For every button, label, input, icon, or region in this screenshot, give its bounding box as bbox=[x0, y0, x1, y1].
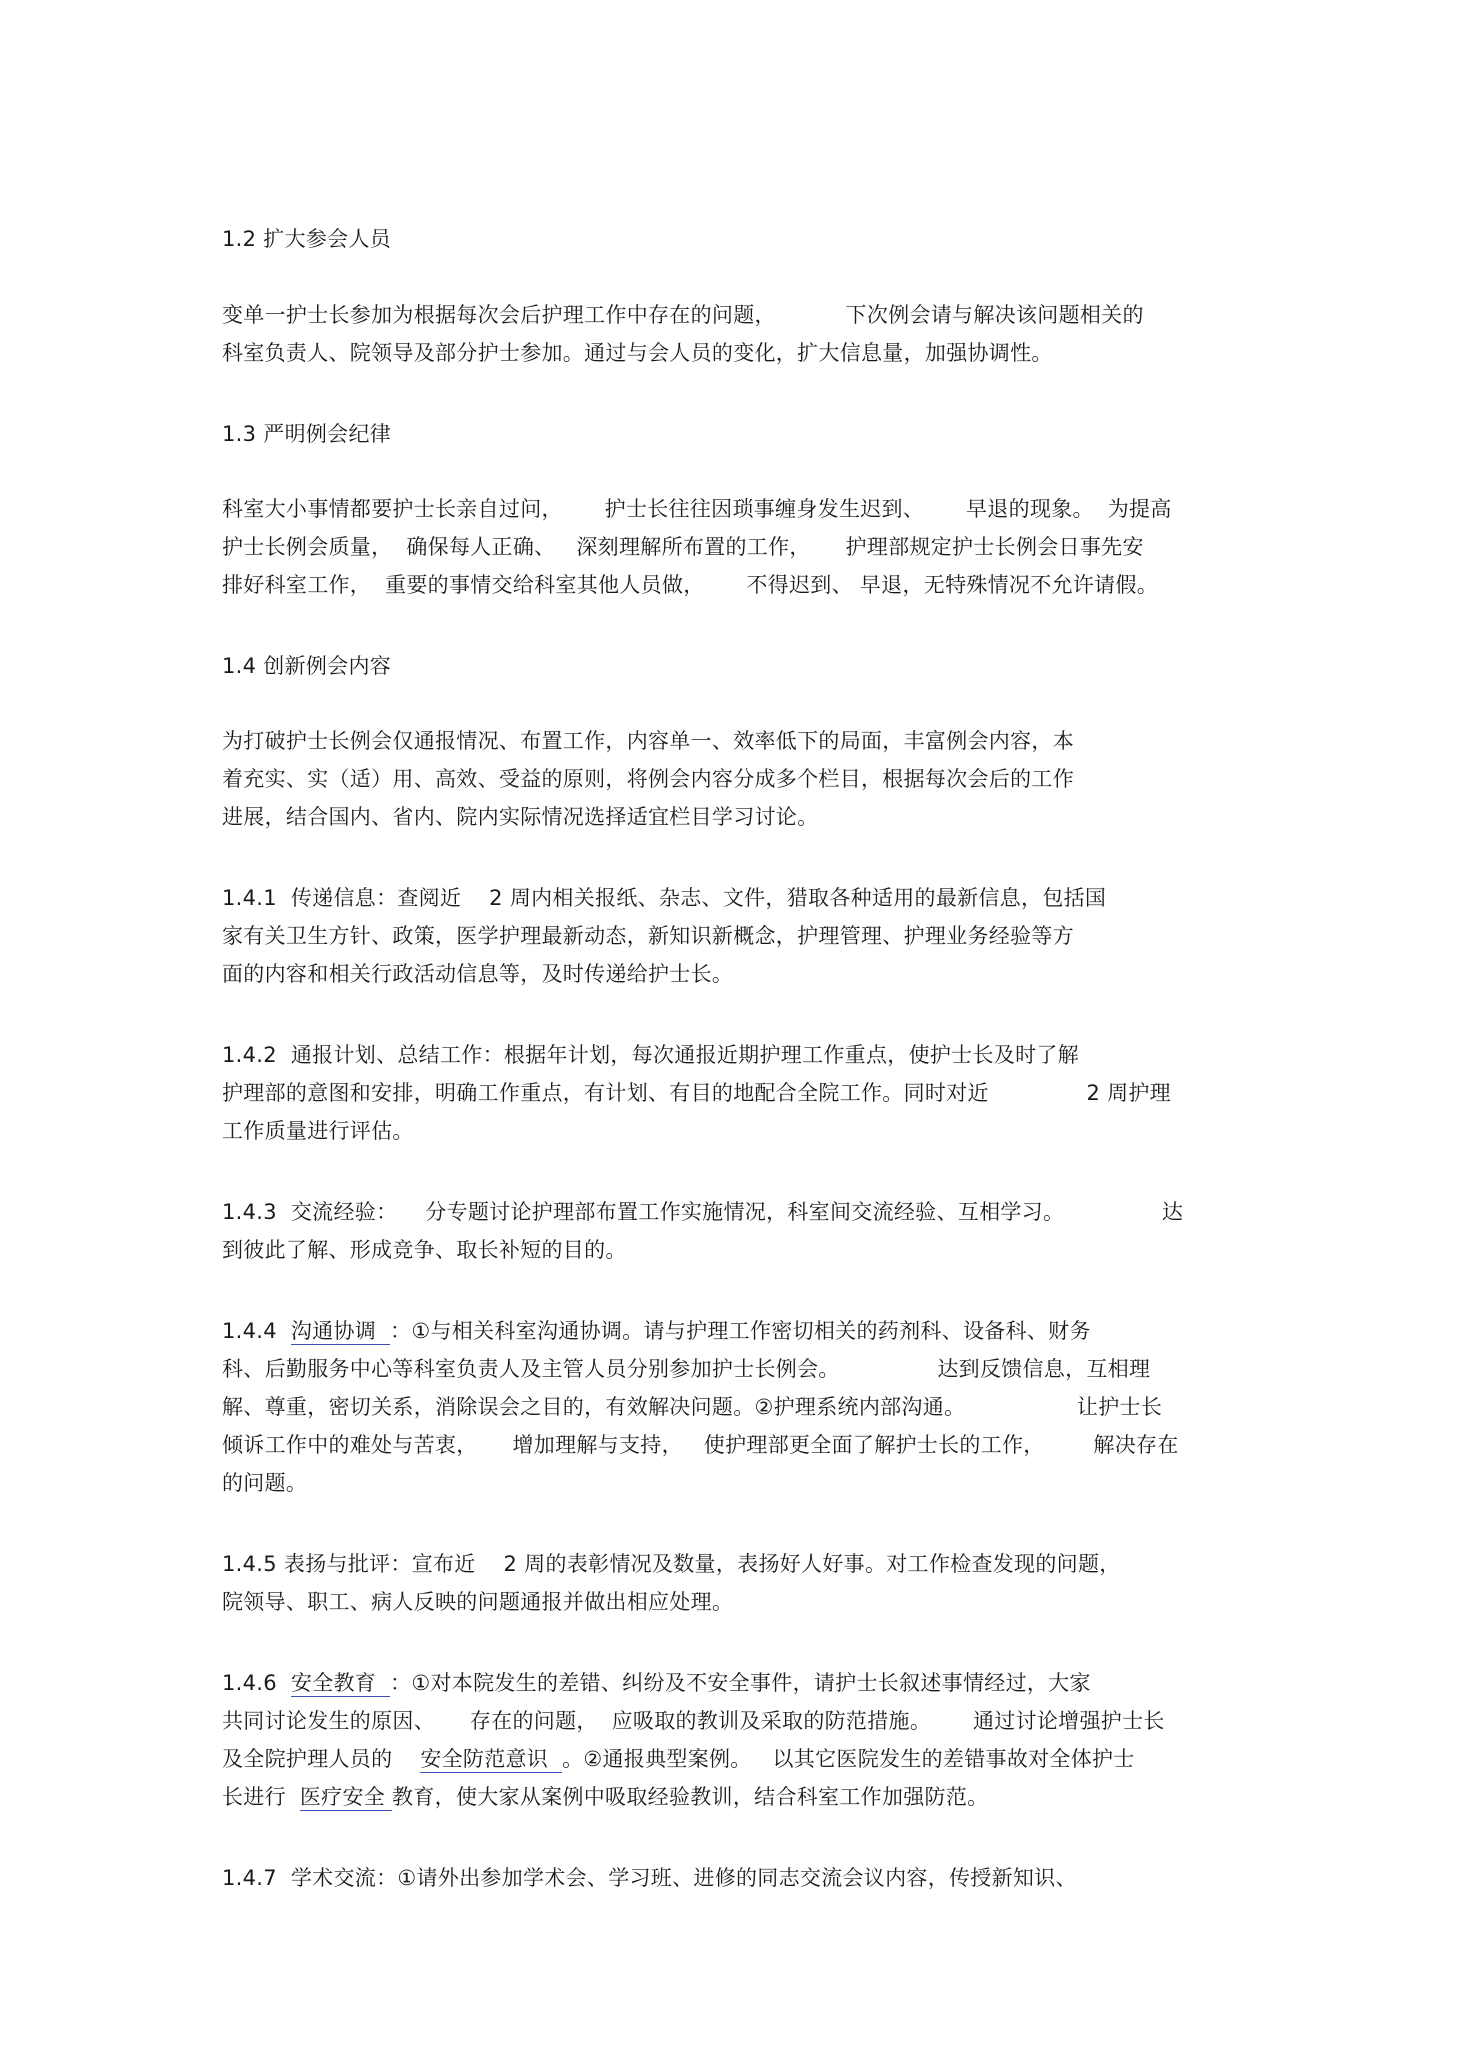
paragraph-line: 科室负责人、院领导及部分护士参加。通过与会人员的变化，扩大信息量，加强协调性。 bbox=[222, 341, 1053, 365]
text-run: 及全院护理人员的 bbox=[222, 1747, 421, 1771]
paragraph-line: 的问题。 bbox=[222, 1471, 308, 1495]
link-communication[interactable]: 沟通协调 bbox=[290, 1319, 391, 1343]
text-run: 。②通报典型案例。 以其它医院发生的差错事故对全体护士 bbox=[562, 1747, 1135, 1771]
paragraph-line: 面的内容和相关行政活动信息等，及时传递给护士长。 bbox=[222, 962, 734, 986]
paragraph-line bbox=[222, 1784, 988, 1810]
paragraph-line: 科室大小事情都要护士长亲自过问， 护士长往往因琐事缠身发生迟到、 早退的现象。 为提高 bbox=[222, 497, 1172, 521]
paragraph-line: 护士长例会质量， 确保每人正确、 深刻理解所布置的工作， 护理部规定护士长例会日事先安 bbox=[222, 535, 1144, 559]
paragraph-line: 1.4.2 通报计划、总结工作：根据年计划，每次通报近期护理工作重点，使护士长及时了解 bbox=[222, 1043, 1079, 1067]
paragraph-line: 1.4.7 学术交流：①请外出参加学术会、学习班、进修的同志交流会议内容，传授新知识、 bbox=[222, 1866, 1077, 1890]
paragraph-line: 1.4.3 交流经验： 分专题讨论护理部布置工作实施情况，科室间交流经验、互相学习。 达 bbox=[222, 1200, 1184, 1224]
text-run: 教育，使大家从案例中吸取经验教训，结合科室工作加强防范。 bbox=[392, 1785, 989, 1809]
text-run: 1.4.6 bbox=[222, 1671, 291, 1695]
paragraph-line: 到彼此了解、形成竞争、取长补短的目的。 bbox=[222, 1238, 627, 1262]
text-run: ：①对本院发生的差错、纠纷及不安全事件，请护士长叙述事情经过，大家 bbox=[390, 1671, 1091, 1695]
paragraph-line: 进展，结合国内、省内、院内实际情况选择适宜栏目学习讨论。 bbox=[222, 805, 819, 829]
link-medical-safety[interactable]: 医疗安全 bbox=[299, 1785, 393, 1809]
paragraph-line: 科、后勤服务中心等科室负责人及主管人员分别参加护士长例会。 达到反馈信息，互相理 bbox=[222, 1357, 1151, 1381]
paragraph-line bbox=[222, 1318, 1091, 1344]
text-run: 1.4.4 bbox=[222, 1319, 291, 1343]
link-safety-awareness[interactable]: 安全防范意识 bbox=[420, 1747, 563, 1771]
section-heading-1-2: 1.2 扩大参会人员 bbox=[222, 227, 392, 251]
paragraph-line: 为打破护士长例会仅通报情况、布置工作，内容单一、效率低下的局面，丰富例会内容，本 bbox=[222, 729, 1074, 753]
section-heading-1-4: 1.4 创新例会内容 bbox=[222, 654, 392, 678]
link-safety-education[interactable]: 安全教育 bbox=[290, 1671, 391, 1695]
text-run: ：①与相关科室沟通协调。请与护理工作密切相关的药剂科、设备科、财务 bbox=[390, 1319, 1091, 1343]
section-heading-1-3: 1.3 严明例会纪律 bbox=[222, 422, 392, 446]
paragraph-line: 工作质量进行评估。 bbox=[222, 1119, 414, 1143]
paragraph-line: 变单一护士长参加为根据每次会后护理工作中存在的问题， 下次例会请与解决该问题相关的 bbox=[222, 303, 1144, 327]
text-run: 长进行 bbox=[222, 1785, 300, 1809]
paragraph-line: 护理部的意图和安排，明确工作重点，有计划、有目的地配合全院工作。同时对近 2 周护理 bbox=[222, 1081, 1171, 1105]
paragraph-line: 1.4.1 传递信息：查阅近 2 周内相关报纸、杂志、文件，猎取各种适用的最新信息，包括国 bbox=[222, 886, 1107, 910]
paragraph-line: 共同讨论发生的原因、 存在的问题， 应吸取的教训及采取的防范措施。 通过讨论增强护士长 bbox=[222, 1709, 1165, 1733]
paragraph-line: 倾诉工作中的难处与苦衷， 增加理解与支持， 使护理部更全面了解护士长的工作， 解决存在 bbox=[222, 1433, 1179, 1457]
paragraph-line: 排好科室工作， 重要的事情交给科室其他人员做， 不得迟到、 早退，无特殊情况不允许请假。 bbox=[222, 573, 1159, 597]
paragraph-line bbox=[222, 1670, 1091, 1696]
paragraph-line: 家有关卫生方针、政策，医学护理最新动态，新知识新概念，护理管理、护理业务经验等方 bbox=[222, 924, 1074, 948]
paragraph-line bbox=[222, 1746, 1135, 1772]
paragraph-line: 院领导、职工、病人反映的问题通报并做出相应处理。 bbox=[222, 1590, 734, 1614]
paragraph-line: 解、尊重，密切关系，消除误会之目的，有效解决问题。②护理系统内部沟通。 让护士长 bbox=[222, 1395, 1163, 1419]
paragraph-line: 1.4.5 表扬与批评：宣布近 2 周的表彰情况及数量，表扬好人好事。对工作检查发现的问题， bbox=[222, 1552, 1121, 1576]
paragraph-line: 着充实、实（适）用、高效、受益的原则，将例会内容分成多个栏目，根据每次会后的工作 bbox=[222, 767, 1074, 791]
